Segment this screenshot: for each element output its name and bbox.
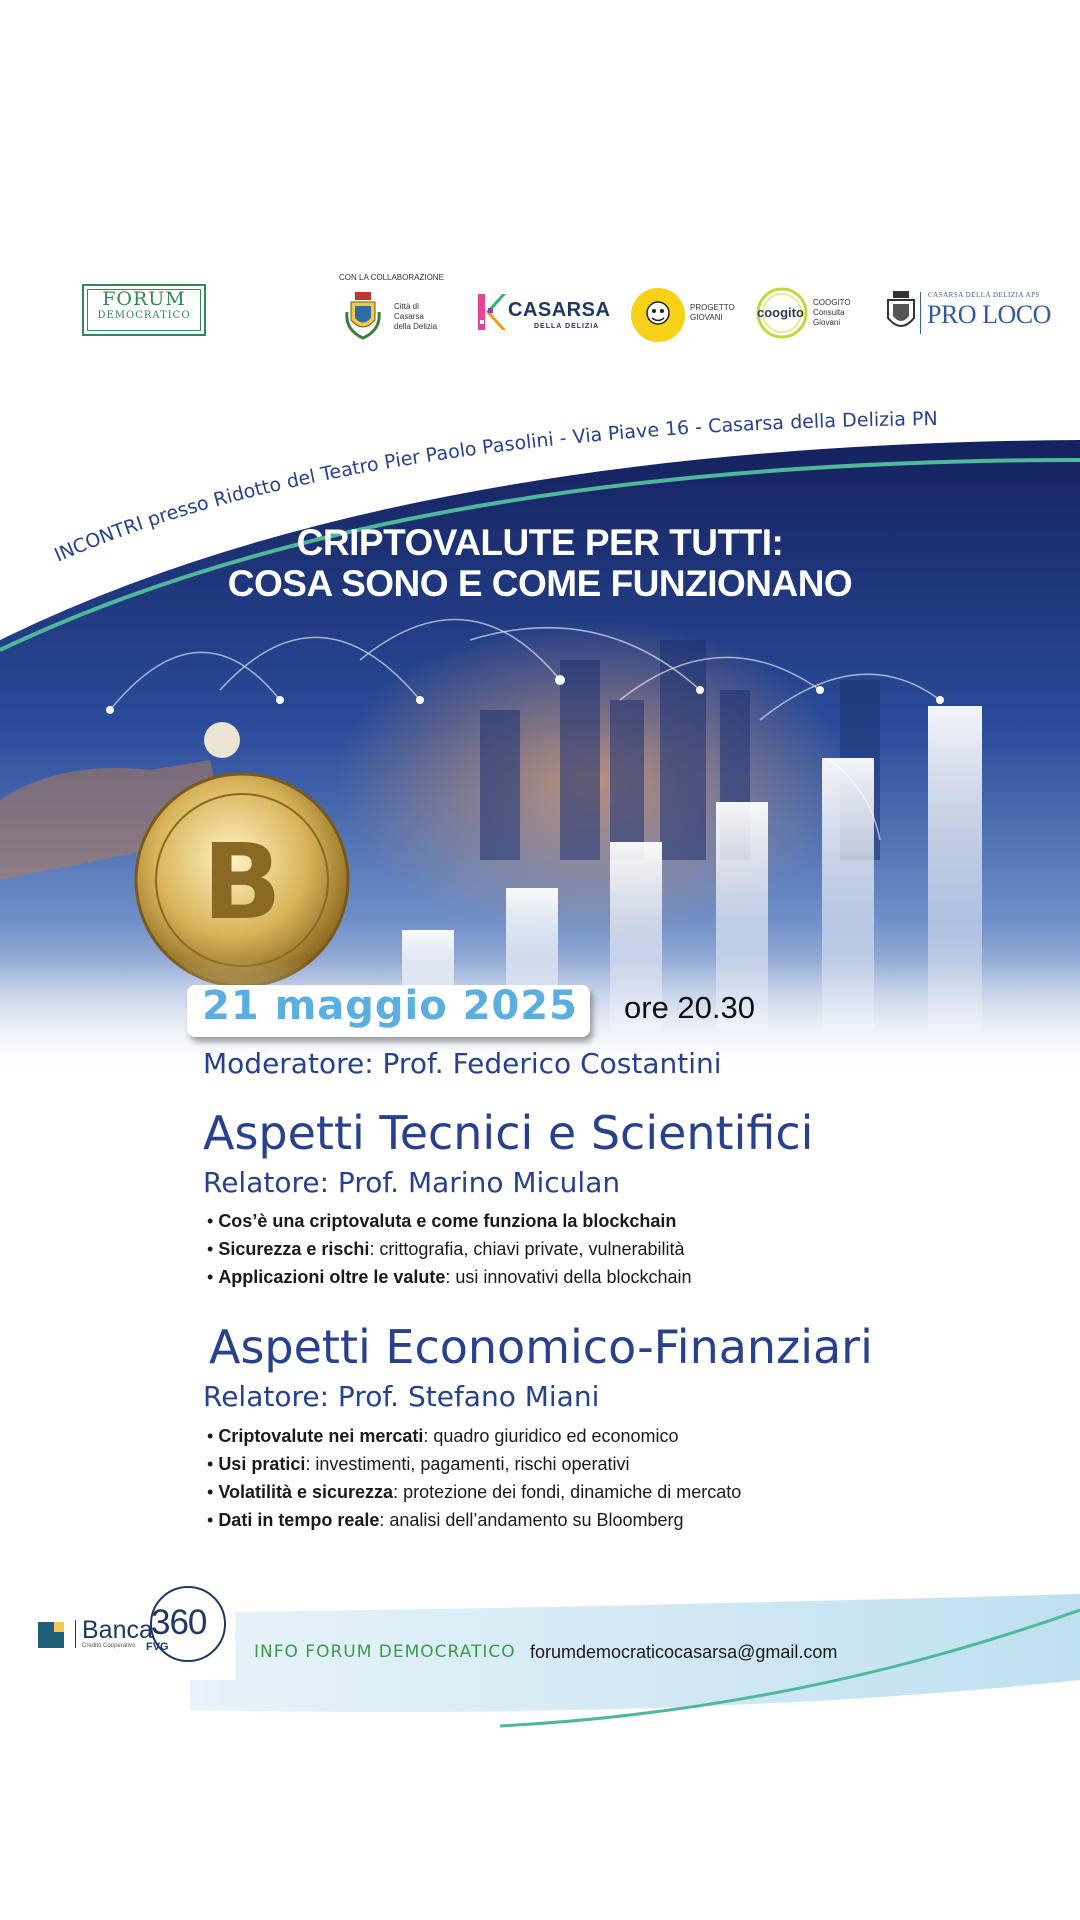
banca-logo-subtext: Credito Cooperativo bbox=[82, 1643, 136, 1649]
section2-bullet-list bbox=[207, 1422, 741, 1534]
progetto-line1: PROGETTO bbox=[690, 303, 735, 312]
event-title-line1: CRIPTOVALUTE PER TUTTI: bbox=[296, 522, 784, 563]
banca-logo-square bbox=[38, 1622, 64, 1648]
proloco-divider bbox=[920, 292, 921, 334]
collaboration-label: CON LA COLLABORAZIONE bbox=[339, 273, 444, 282]
banca-fvg-text: FVG bbox=[146, 1641, 169, 1653]
section2-title: Aspetti Economico-Finanziari bbox=[209, 1320, 873, 1374]
progetto-line2: GIOVANI bbox=[690, 313, 723, 322]
section1-title: Aspetti Tecnici e Scientifici bbox=[203, 1106, 814, 1160]
list-item: • Usi pratici: investimenti, pagamenti, rischi operativi bbox=[207, 1454, 630, 1474]
event-time: ore 20.30 bbox=[624, 990, 755, 1025]
list-item: • Cos’è una criptovaluta e come funziona la blockchain bbox=[207, 1211, 677, 1231]
progetto-giovani-logo bbox=[630, 287, 686, 343]
progetto-giovani-text bbox=[690, 303, 735, 323]
section1-bullet-list bbox=[207, 1207, 692, 1291]
forum-democratico-logo bbox=[82, 284, 206, 336]
casarsa-k-icon bbox=[476, 290, 506, 334]
coogito-line2: Consulta bbox=[813, 308, 845, 317]
event-date: 21 maggio 2025 bbox=[202, 983, 578, 1029]
list-item: • Dati in tempo reale: analisi dell’andamento su Bloomberg bbox=[207, 1510, 684, 1530]
banca-logo-text: Banca bbox=[82, 1616, 153, 1644]
coogito-line3: Giovani bbox=[813, 318, 841, 327]
banca-360-text: 360 bbox=[151, 1603, 207, 1642]
section2-speaker: Relatore: Prof. Stefano Miani bbox=[203, 1380, 600, 1413]
coogito-text bbox=[813, 298, 851, 328]
town-name-line2: Casarsa bbox=[394, 312, 424, 321]
casarsa-logo-subtext: DELLA DELIZIA bbox=[534, 323, 600, 330]
coogito-logo-word: coogito bbox=[757, 305, 804, 320]
event-title-line2: COSA SONO E COME FUNZIONANO bbox=[227, 563, 853, 604]
proloco-logo-text: PRO LOCO bbox=[927, 300, 1051, 329]
info-label: INFO FORUM DEMOCRATICO bbox=[254, 1642, 516, 1662]
coogito-line1: COOGITO bbox=[813, 298, 851, 307]
proloco-crest-icon bbox=[884, 290, 918, 336]
town-name bbox=[394, 302, 437, 332]
banca-divider bbox=[75, 1620, 76, 1648]
town-name-line1: Città di bbox=[394, 302, 419, 311]
casarsa-logo-text: CASARSA bbox=[508, 299, 611, 321]
forum-logo-line1: FORUM bbox=[102, 288, 186, 310]
list-item: • Applicazioni oltre le valute: usi innovativi della blockchain bbox=[207, 1267, 692, 1287]
list-item: • Criptovalute nei mercati: quadro giuridico ed economico bbox=[207, 1426, 679, 1446]
section1-speaker: Relatore: Prof. Marino Miculan bbox=[203, 1166, 621, 1199]
proloco-top-text: CASARSA DELLA DELIZIA APS bbox=[928, 291, 1040, 299]
town-name-line3: della Delizia bbox=[394, 322, 438, 331]
list-item: • Sicurezza e rischi: crittografia, chiavi private, vulnerabilità bbox=[207, 1239, 685, 1259]
moderator-line: Moderatore: Prof. Federico Costantini bbox=[203, 1047, 722, 1080]
town-crest-logo bbox=[343, 290, 383, 342]
forum-logo-line2: DEMOCRATICO bbox=[97, 310, 191, 321]
svg-text:B: B bbox=[202, 821, 282, 943]
event-title bbox=[0, 522, 1080, 604]
list-item: • Volatilità e sicurezza: protezione dei fondi, dinamiche di mercato bbox=[207, 1482, 742, 1502]
contact-email-link[interactable]: forumdemocraticocasarsa@gmail.com bbox=[530, 1642, 838, 1662]
venue-arc-text: INCONTRI presso Ridotto del Teatro Pier Paolo Pasolini - Via Piave 16 - Casarsa della Delizia PN bbox=[51, 408, 938, 567]
